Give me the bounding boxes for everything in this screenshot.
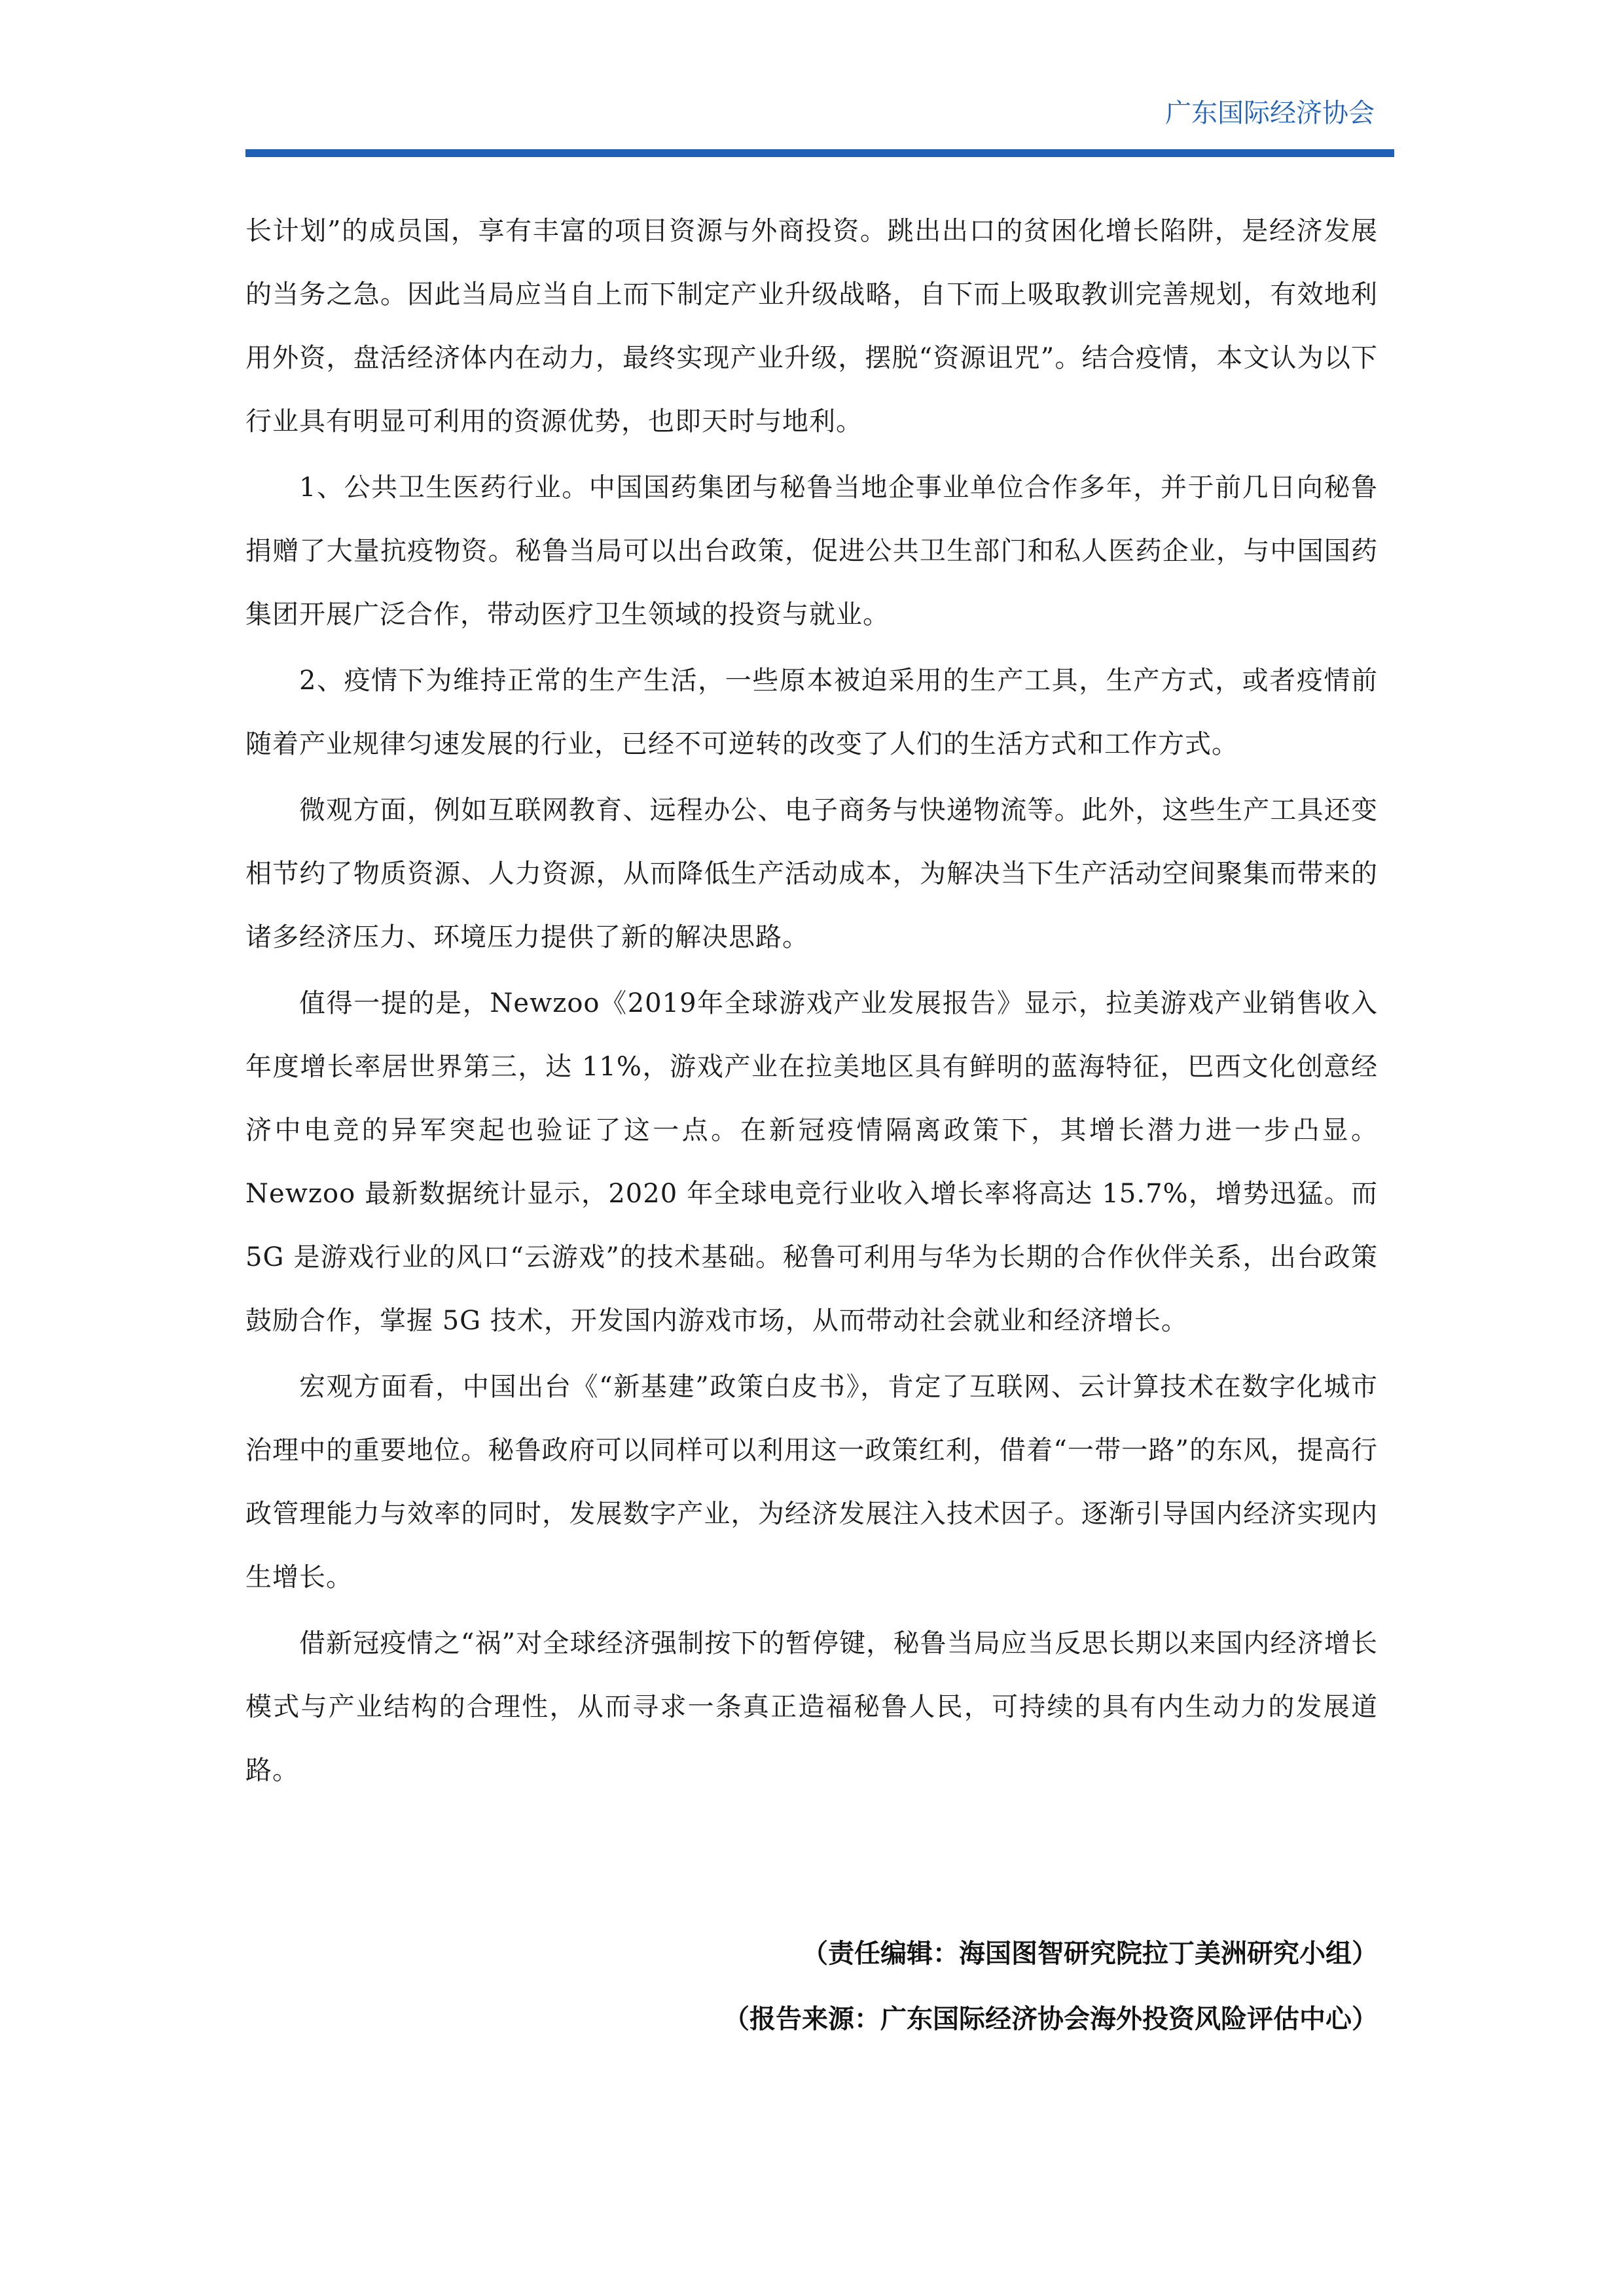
credit-editor: （责任编辑：海国图智研究院拉丁美洲研究小组）	[802, 1939, 1378, 1969]
header-org-name: 广东国际经济协会	[1165, 98, 1375, 128]
article-body	[245, 200, 1378, 1805]
paragraph-continuation: 长计划”的成员国，享有丰富的项目资源与外商投资。跳出出口的贫困化增长陷阱，是经济发展的当务之急。因此当局应当自上而下制定产业升级战略，自下而上吸取教训完善规划，有效地利用外资，盘活经济体内在动力，最终实现产业升级，摆脱“资源诅咒”。结合疫情，本文认为以下行业具有明显可利用的资源优势，也即天时与地利。	[245, 216, 1378, 437]
paragraph-macro: 宏观方面看，中国出台《“新基建”政策白皮书》，肯定了互联网、云计算技术在数字化城市治理中的重要地位。秘鲁政府可以同样可以利用这一政策红利，借着“一带一路”的东风，提高行政管理能力与效率的同时，发展数字产业，为经济发展注入技术因子。逐渐引导国内经济实现内生增长。	[245, 1372, 1378, 1592]
paragraph-micro: 微观方面，例如互联网教育、远程办公、电子商务与快递物流等。此外，这些生产工具还变相节约了物质资源、人力资源，从而降低生产活动成本，为解决当下生产活动空间聚集而带来的诸多经济压力、环境压力提供了新的解决思路。	[245, 795, 1378, 952]
paragraph-production-change: 2、疫情下为维持正常的生产生活，一些原本被迫采用的生产工具，生产方式，或者疫情前随着产业规律匀速发展的行业，已经不可逆转的改变了人们的生活方式和工作方式。	[245, 666, 1378, 759]
credit-source: （报告来源：广东国际经济协会海外投资风险评估中心）	[723, 2004, 1378, 2034]
credits-block	[245, 1921, 1378, 2052]
paragraph-gaming: 值得一提的是，Newzoo《2019年全球游戏产业发展报告》显示，拉美游戏产业销售收入年度增长率居世界第三，达 11%，游戏产业在拉美地区具有鲜明的蓝海特征，巴西文化创意经济中电竞的异军突起也验证了这一点。在新冠疫情隔离政策下，其增长潜力进一步凸显。Newzoo 最新数据统计显示，2020 年全球电竞行业收入增长率将高达 15.7%，增势迅猛。而 5G 是游戏行业的风口“云游戏”的技术基础。秘鲁可利用与华为长期的合作伙伴关系，出台政策鼓励合作，掌握 5G 技术，开发国内游戏市场，从而带动社会就业和经济增长。	[245, 988, 1378, 1336]
paragraph-conclusion: 借新冠疫情之“祸”对全球经济强制按下的暂停键，秘鲁当局应当反思长期以来国内经济增长模式与产业结构的合理性，从而寻求一条真正造福秘鲁人民，可持续的具有内生动力的发展道路。	[245, 1628, 1378, 1785]
paragraph-public-health: 1、公共卫生医药行业。中国国药集团与秘鲁当地企事业单位合作多年，并于前几日向秘鲁捐赠了大量抗疫物资。秘鲁当局可以出台政策，促进公共卫生部门和私人医药企业，与中国国药集团开展广泛合作，带动医疗卫生领域的投资与就业。	[245, 473, 1378, 630]
header-divider	[245, 149, 1394, 157]
